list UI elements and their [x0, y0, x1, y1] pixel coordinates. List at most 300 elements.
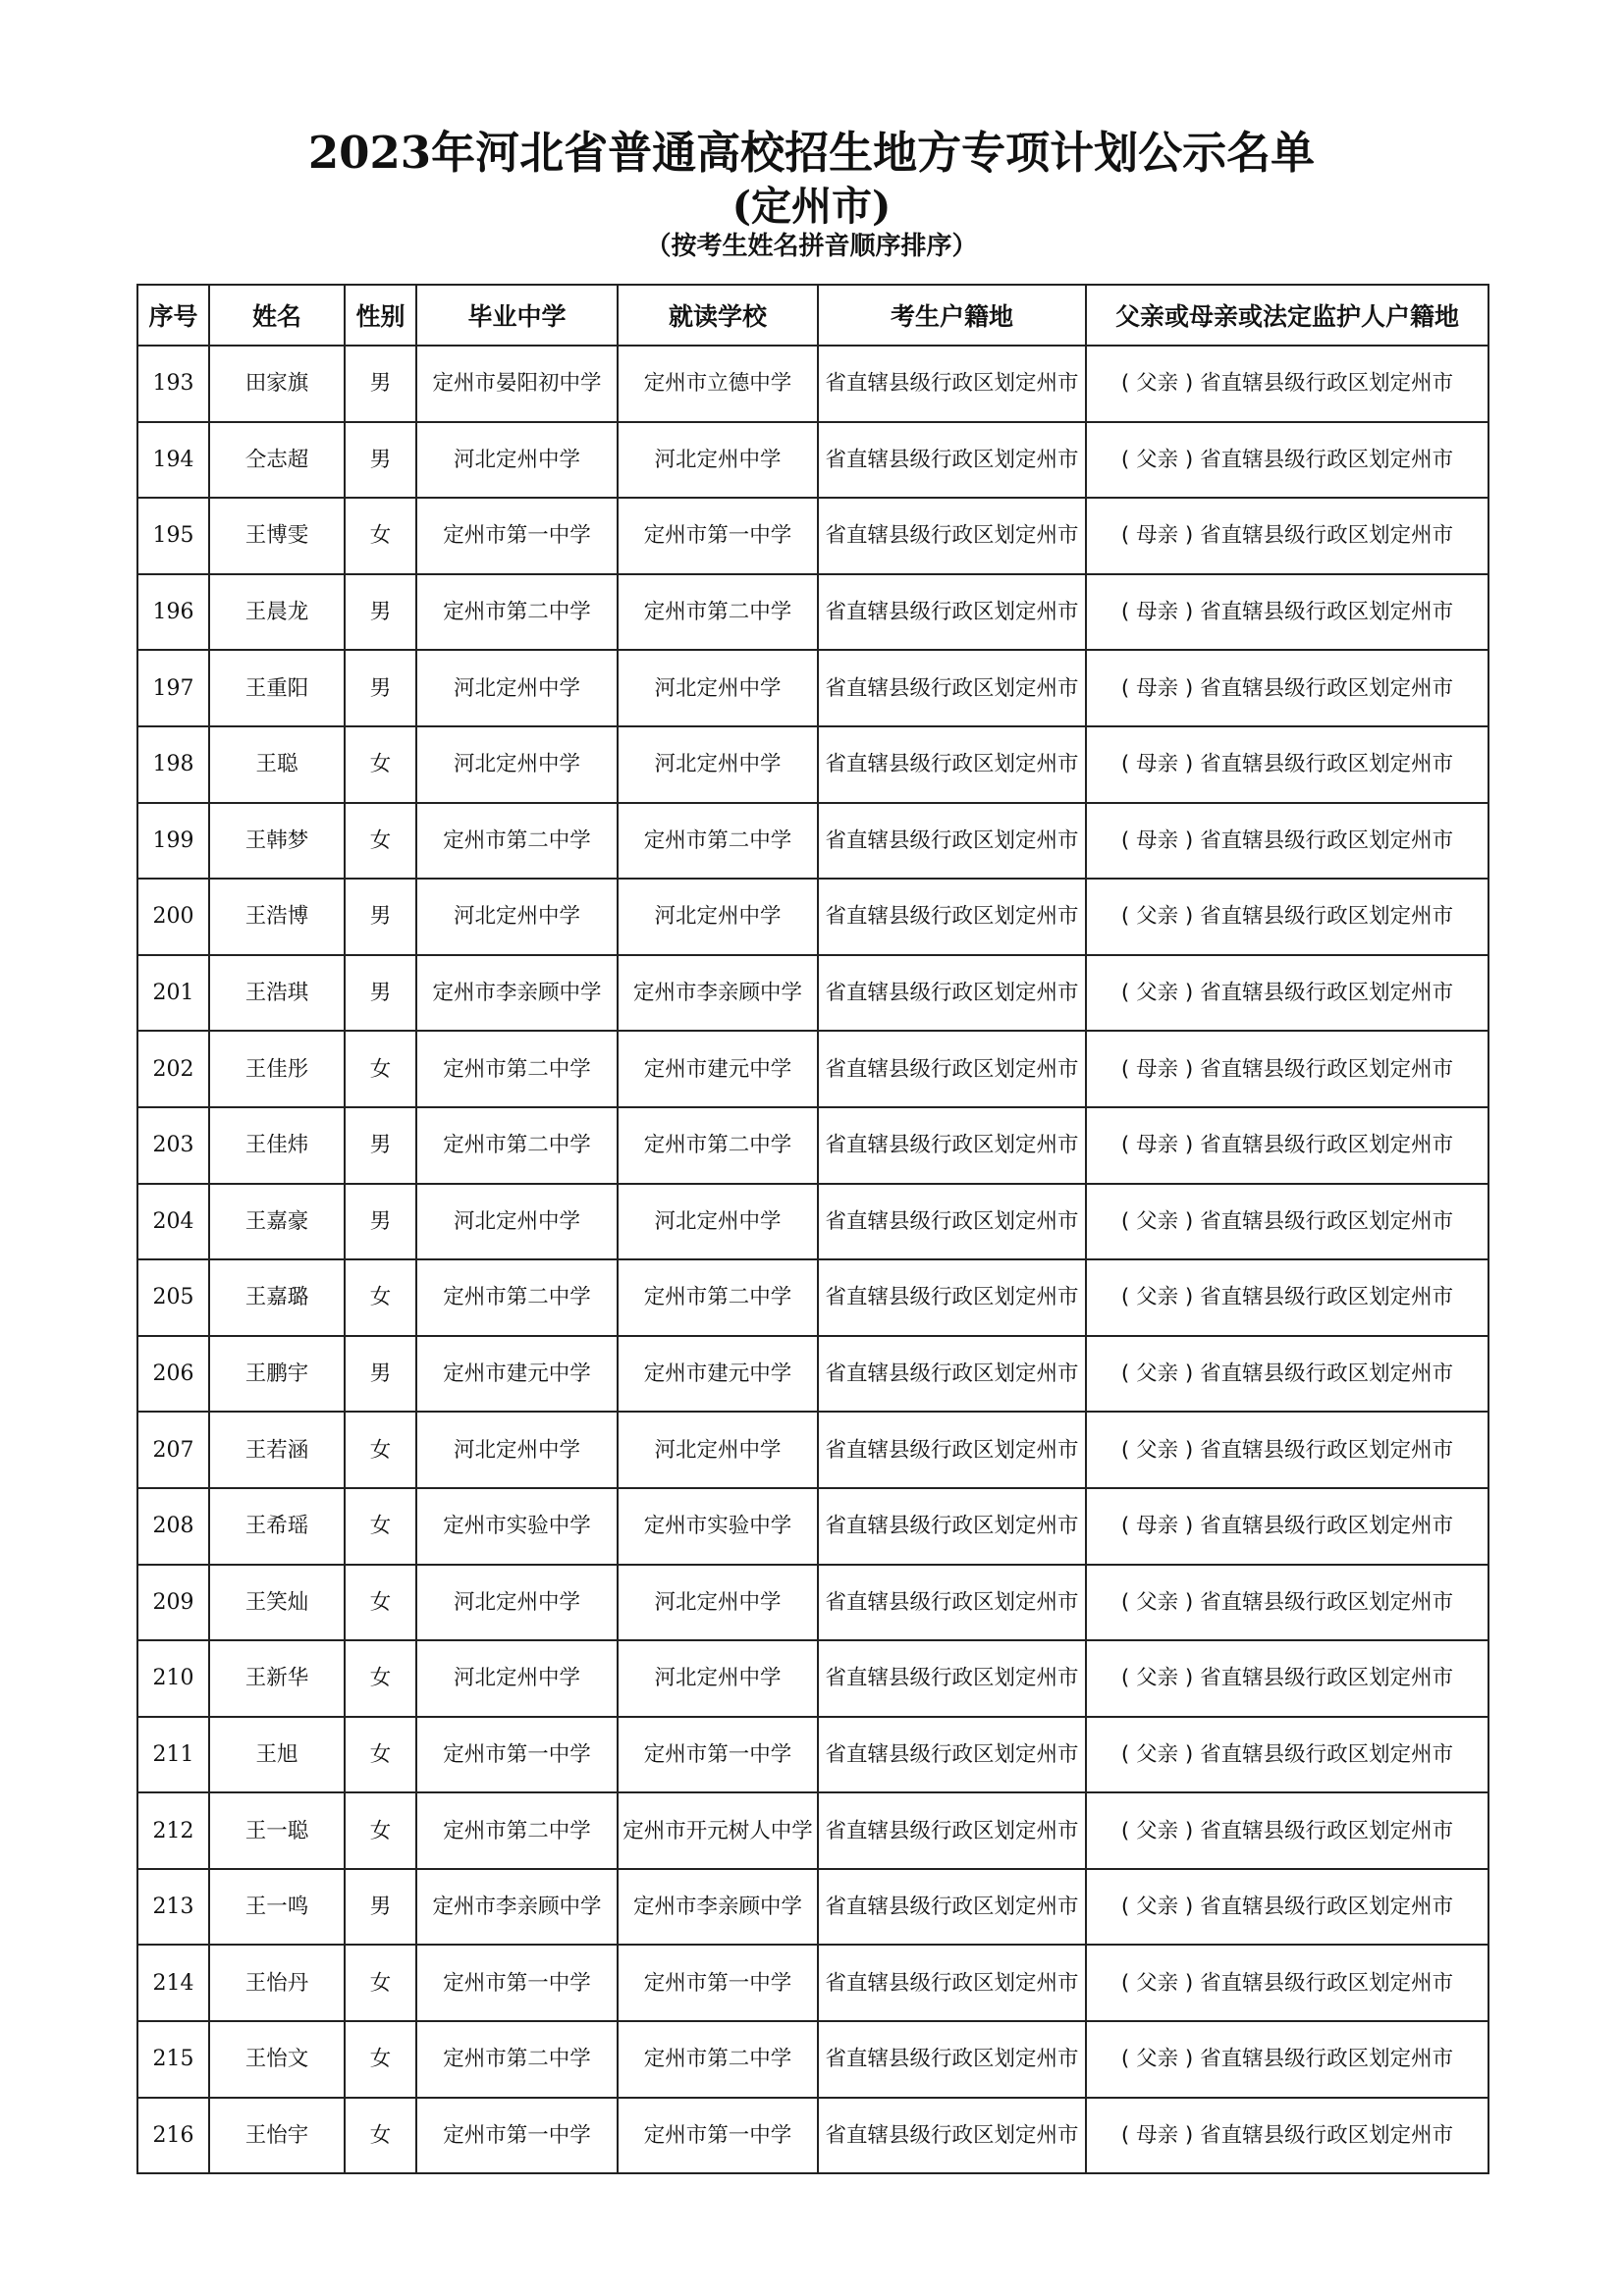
cell-household	[818, 955, 1086, 1032]
cell-household	[818, 1792, 1086, 1869]
cell-gender-text: 女	[369, 1970, 392, 1996]
cell-index	[137, 1336, 209, 1413]
cell-guardian-household	[1086, 1336, 1488, 1413]
cell-gender	[345, 346, 416, 422]
cell-gender	[345, 1945, 416, 2021]
cell-index-text: 200	[152, 904, 194, 930]
cell-guardian-household-text: ( 父亲 ) 省直辖县级行政区划定州市	[1120, 981, 1454, 1006]
cell-gender-text: 女	[369, 2122, 392, 2148]
cell-household	[818, 1945, 1086, 2021]
cell-guardian-household	[1086, 955, 1488, 1032]
cell-grad-school	[416, 1107, 618, 1184]
cell-household	[818, 346, 1086, 422]
cell-name	[209, 498, 345, 574]
cell-name-text: 王怡宇	[244, 2122, 309, 2148]
cell-grad-school-text: 定州市第二中学	[443, 1285, 591, 1310]
cell-current-school-text: 定州市第二中学	[643, 828, 792, 853]
cell-current-school	[618, 650, 818, 726]
cell-current-school	[618, 955, 818, 1032]
cell-gender	[345, 1792, 416, 1869]
cell-grad-school-text: 河北定州中学	[453, 752, 580, 777]
cell-household	[818, 879, 1086, 955]
header-grad-school: 毕业中学	[416, 285, 618, 346]
cell-current-school	[618, 1945, 818, 2021]
cell-gender-text: 女	[369, 1818, 392, 1843]
cell-name	[209, 1717, 345, 1793]
cell-grad-school-text: 定州市第一中学	[443, 2122, 591, 2148]
cell-guardian-household-text: ( 母亲 ) 省直辖县级行政区划定州市	[1120, 600, 1454, 625]
cell-index	[137, 1565, 209, 1641]
cell-current-school	[618, 803, 818, 880]
cell-household-text: 省直辖县级行政区划定州市	[825, 904, 1079, 930]
cell-current-school-text: 河北定州中学	[654, 1666, 782, 1691]
table-row	[137, 498, 1488, 574]
cell-grad-school	[416, 1792, 618, 1869]
cell-name-text: 王佳炜	[244, 1133, 309, 1158]
cell-current-school	[618, 1488, 818, 1565]
cell-grad-school-text: 定州市建元中学	[443, 1362, 591, 1387]
cell-gender-text: 男	[369, 600, 392, 625]
cell-grad-school-text: 定州市第二中学	[443, 1133, 591, 1158]
cell-gender	[345, 1640, 416, 1717]
cell-name	[209, 1412, 345, 1488]
cell-guardian-household	[1086, 1031, 1488, 1107]
cell-name-text: 王新华	[244, 1666, 309, 1691]
cell-index	[137, 1031, 209, 1107]
header-name: 姓名	[209, 285, 345, 346]
cell-name	[209, 1869, 345, 1946]
cell-current-school-text: 定州市立德中学	[643, 371, 792, 397]
cell-grad-school-text: 定州市第一中学	[443, 1741, 591, 1767]
cell-grad-school	[416, 1565, 618, 1641]
cell-index	[137, 498, 209, 574]
cell-current-school-text: 河北定州中学	[654, 447, 782, 472]
cell-household	[818, 1565, 1086, 1641]
cell-household	[818, 726, 1086, 803]
cell-household-text: 省直辖县级行政区划定州市	[825, 600, 1079, 625]
cell-current-school-text: 定州市第二中学	[643, 600, 792, 625]
cell-current-school-text: 定州市实验中学	[643, 1514, 792, 1539]
cell-name-text: 王一鸣	[244, 1895, 309, 1920]
table-row	[137, 1792, 1488, 1869]
cell-guardian-household	[1086, 1107, 1488, 1184]
cell-guardian-household-text: ( 母亲 ) 省直辖县级行政区划定州市	[1120, 1514, 1454, 1539]
cell-current-school	[618, 346, 818, 422]
cell-household-text: 省直辖县级行政区划定州市	[825, 1056, 1079, 1082]
cell-guardian-household	[1086, 1869, 1488, 1946]
cell-current-school-text: 定州市建元中学	[643, 1362, 792, 1387]
cell-gender-text: 男	[369, 981, 392, 1006]
cell-current-school-text: 河北定州中学	[654, 752, 782, 777]
cell-guardian-household-text: ( 父亲 ) 省直辖县级行政区划定州市	[1120, 2047, 1454, 2072]
cell-household	[818, 574, 1086, 651]
cell-grad-school	[416, 2021, 618, 2098]
table-row	[137, 803, 1488, 880]
cell-gender	[345, 422, 416, 499]
cell-gender	[345, 955, 416, 1032]
cell-index	[137, 726, 209, 803]
cell-household-text: 省直辖县级行政区划定州市	[825, 828, 1079, 853]
cell-current-school-text: 定州市李亲顾中学	[632, 1895, 802, 1920]
cell-index-text: 216	[152, 2122, 194, 2148]
cell-index	[137, 2021, 209, 2098]
table-row	[137, 1565, 1488, 1641]
cell-guardian-household-text: ( 母亲 ) 省直辖县级行政区划定州市	[1120, 523, 1454, 549]
cell-household-text: 省直辖县级行政区划定州市	[825, 1818, 1079, 1843]
cell-name-text: 王浩博	[244, 904, 309, 930]
cell-name-text: 王一聪	[244, 1818, 309, 1843]
cell-index	[137, 346, 209, 422]
cell-household	[818, 498, 1086, 574]
cell-current-school	[618, 1107, 818, 1184]
header-guardian-household: 父亲或母亲或法定监护人户籍地	[1086, 285, 1488, 346]
cell-index	[137, 1107, 209, 1184]
cell-grad-school-text: 河北定州中学	[453, 447, 580, 472]
cell-grad-school-text: 定州市第二中学	[443, 828, 591, 853]
cell-gender	[345, 1184, 416, 1260]
cell-household	[818, 1031, 1086, 1107]
cell-guardian-household	[1086, 803, 1488, 880]
cell-gender-text: 男	[369, 1208, 392, 1234]
cell-household-text: 省直辖县级行政区划定州市	[825, 1437, 1079, 1463]
table-header-row	[137, 285, 1488, 346]
cell-household	[818, 650, 1086, 726]
cell-current-school	[618, 1336, 818, 1413]
cell-current-school-text: 定州市第二中学	[643, 1133, 792, 1158]
cell-index-text: 207	[152, 1437, 194, 1463]
cell-current-school	[618, 1259, 818, 1336]
cell-current-school-text: 定州市第一中学	[643, 523, 792, 549]
cell-household	[818, 1336, 1086, 1413]
header-household: 考生户籍地	[818, 285, 1086, 346]
cell-name-text: 王旭	[255, 1741, 298, 1767]
cell-name	[209, 1792, 345, 1869]
table-row	[137, 2021, 1488, 2098]
header-index: 序号	[137, 285, 209, 346]
cell-gender-text: 女	[369, 1514, 392, 1539]
cell-grad-school-text: 河北定州中学	[453, 1666, 580, 1691]
cell-index	[137, 1945, 209, 2021]
cell-grad-school-text: 定州市第一中学	[443, 523, 591, 549]
cell-gender	[345, 574, 416, 651]
cell-index-text: 214	[152, 1970, 194, 1996]
cell-current-school	[618, 1184, 818, 1260]
table-row	[137, 1869, 1488, 1946]
cell-name	[209, 1107, 345, 1184]
cell-current-school-text: 定州市第二中学	[643, 1285, 792, 1310]
cell-guardian-household-text: ( 父亲 ) 省直辖县级行政区划定州市	[1120, 1970, 1454, 1996]
cell-grad-school	[416, 1488, 618, 1565]
cell-name-text: 王韩梦	[244, 828, 309, 853]
cell-grad-school	[416, 1031, 618, 1107]
cell-current-school	[618, 422, 818, 499]
table-row	[137, 1031, 1488, 1107]
cell-grad-school-text: 定州市第一中学	[443, 1970, 591, 1996]
sort-note: （按考生姓名拼音顺序排序）	[645, 232, 978, 261]
roster-table	[136, 284, 1489, 2174]
table-row	[137, 1184, 1488, 1260]
cell-name-text: 王浩琪	[244, 981, 309, 1006]
cell-gender-text: 女	[369, 523, 392, 549]
cell-grad-school	[416, 650, 618, 726]
cell-household-text: 省直辖县级行政区划定州市	[825, 1208, 1079, 1234]
cell-current-school-text: 定州市第一中学	[643, 1970, 792, 1996]
cell-grad-school	[416, 1640, 618, 1717]
cell-index	[137, 1717, 209, 1793]
cell-index	[137, 1640, 209, 1717]
cell-household-text: 省直辖县级行政区划定州市	[825, 371, 1079, 397]
cell-name	[209, 1031, 345, 1107]
cell-guardian-household-text: ( 父亲 ) 省直辖县级行政区划定州市	[1120, 904, 1454, 930]
cell-index-text: 204	[152, 1208, 194, 1234]
cell-household	[818, 1488, 1086, 1565]
cell-grad-school-text: 定州市实验中学	[443, 1514, 591, 1539]
cell-grad-school	[416, 498, 618, 574]
cell-household	[818, 1640, 1086, 1717]
cell-grad-school-text: 定州市李亲顾中学	[432, 981, 602, 1006]
cell-gender-text: 女	[369, 1285, 392, 1310]
cell-index-text: 199	[152, 828, 194, 853]
cell-guardian-household	[1086, 879, 1488, 955]
cell-guardian-household	[1086, 1945, 1488, 2021]
cell-name-text: 王嘉豪	[244, 1208, 309, 1234]
cell-index-text: 212	[152, 1818, 194, 1843]
cell-index-text: 215	[152, 2047, 194, 2072]
cell-guardian-household-text: ( 母亲 ) 省直辖县级行政区划定州市	[1120, 828, 1454, 853]
cell-current-school	[618, 1640, 818, 1717]
cell-gender-text: 男	[369, 371, 392, 397]
cell-index	[137, 422, 209, 499]
cell-current-school-text: 河北定州中学	[654, 675, 782, 701]
cell-current-school-text: 定州市李亲顾中学	[632, 981, 802, 1006]
cell-household-text: 省直辖县级行政区划定州市	[825, 675, 1079, 701]
cell-name-text: 王嘉璐	[244, 1285, 309, 1310]
cell-household-text: 省直辖县级行政区划定州市	[825, 752, 1079, 777]
table-row	[137, 1717, 1488, 1793]
cell-index-text: 205	[152, 1285, 194, 1310]
cell-index	[137, 2098, 209, 2174]
cell-name-text: 王佳彤	[244, 1056, 309, 1082]
cell-gender-text: 女	[369, 1056, 392, 1082]
cell-index-text: 208	[152, 1514, 194, 1539]
cell-guardian-household-text: ( 母亲 ) 省直辖县级行政区划定州市	[1120, 1133, 1454, 1158]
cell-guardian-household	[1086, 650, 1488, 726]
cell-index-text: 198	[152, 752, 194, 777]
cell-current-school	[618, 1565, 818, 1641]
cell-household-text: 省直辖县级行政区划定州市	[825, 1133, 1079, 1158]
cell-current-school-text: 河北定州中学	[654, 904, 782, 930]
cell-household-text: 省直辖县级行政区划定州市	[825, 1895, 1079, 1920]
cell-gender	[345, 650, 416, 726]
cell-name	[209, 1945, 345, 2021]
cell-name	[209, 1184, 345, 1260]
cell-gender	[345, 879, 416, 955]
cell-index-text: 209	[152, 1589, 194, 1615]
cell-current-school	[618, 879, 818, 955]
cell-gender-text: 男	[369, 675, 392, 701]
cell-grad-school	[416, 574, 618, 651]
table-row	[137, 726, 1488, 803]
cell-current-school-text: 河北定州中学	[654, 1208, 782, 1234]
cell-gender-text: 男	[369, 1133, 392, 1158]
cell-guardian-household	[1086, 1488, 1488, 1565]
cell-grad-school	[416, 1717, 618, 1793]
cell-gender	[345, 1031, 416, 1107]
table-body	[137, 346, 1488, 2173]
table-row	[137, 1412, 1488, 1488]
cell-index-text: 194	[152, 447, 194, 472]
cell-index	[137, 879, 209, 955]
cell-household-text: 省直辖县级行政区划定州市	[825, 1362, 1079, 1387]
cell-guardian-household-text: ( 父亲 ) 省直辖县级行政区划定州市	[1120, 1285, 1454, 1310]
cell-index-text: 195	[152, 523, 194, 549]
page-title: 2023年河北省普通高校招生地方专项计划公示名单	[307, 127, 1316, 179]
table-row	[137, 2098, 1488, 2174]
cell-guardian-household	[1086, 1184, 1488, 1260]
cell-name	[209, 574, 345, 651]
cell-name	[209, 726, 345, 803]
cell-current-school	[618, 2021, 818, 2098]
cell-current-school	[618, 498, 818, 574]
cell-grad-school	[416, 1184, 618, 1260]
cell-index-text: 210	[152, 1666, 194, 1691]
cell-current-school	[618, 2098, 818, 2174]
cell-grad-school-text: 河北定州中学	[453, 904, 580, 930]
cell-grad-school	[416, 1336, 618, 1413]
cell-household	[818, 422, 1086, 499]
cell-gender-text: 女	[369, 752, 392, 777]
cell-household-text: 省直辖县级行政区划定州市	[825, 523, 1079, 549]
cell-current-school-text: 河北定州中学	[654, 1589, 782, 1615]
cell-guardian-household-text: ( 父亲 ) 省直辖县级行政区划定州市	[1120, 447, 1454, 472]
cell-grad-school-text: 定州市第二中学	[443, 1818, 591, 1843]
cell-guardian-household	[1086, 2021, 1488, 2098]
cell-household-text: 省直辖县级行政区划定州市	[825, 2122, 1079, 2148]
cell-current-school	[618, 1031, 818, 1107]
cell-guardian-household	[1086, 1565, 1488, 1641]
cell-household	[818, 1259, 1086, 1336]
cell-grad-school-text: 河北定州中学	[453, 1208, 580, 1234]
cell-current-school	[618, 1869, 818, 1946]
cell-grad-school-text: 定州市第二中学	[443, 2047, 591, 2072]
cell-grad-school-text: 定州市李亲顾中学	[432, 1895, 602, 1920]
cell-name	[209, 346, 345, 422]
cell-household	[818, 1107, 1086, 1184]
cell-guardian-household	[1086, 1640, 1488, 1717]
cell-name	[209, 1336, 345, 1413]
cell-guardian-household-text: ( 母亲 ) 省直辖县级行政区划定州市	[1120, 675, 1454, 701]
cell-gender	[345, 726, 416, 803]
cell-name	[209, 803, 345, 880]
table-row	[137, 574, 1488, 651]
cell-grad-school-text: 河北定州中学	[453, 1437, 580, 1463]
cell-household	[818, 2021, 1086, 2098]
cell-grad-school	[416, 1869, 618, 1946]
cell-gender	[345, 1869, 416, 1946]
table-row	[137, 1336, 1488, 1413]
cell-grad-school	[416, 1945, 618, 2021]
cell-gender	[345, 1259, 416, 1336]
header-current-school: 就读学校	[618, 285, 818, 346]
cell-name	[209, 955, 345, 1032]
cell-index	[137, 1412, 209, 1488]
cell-guardian-household	[1086, 498, 1488, 574]
cell-guardian-household-text: ( 父亲 ) 省直辖县级行政区划定州市	[1120, 1362, 1454, 1387]
cell-household-text: 省直辖县级行政区划定州市	[825, 1285, 1079, 1310]
cell-name	[209, 650, 345, 726]
cell-name-text: 王怡文	[244, 2047, 309, 2072]
cell-gender	[345, 1488, 416, 1565]
cell-current-school	[618, 1792, 818, 1869]
cell-index-text: 213	[152, 1895, 194, 1920]
cell-name	[209, 1259, 345, 1336]
table-row	[137, 422, 1488, 499]
cell-index	[137, 574, 209, 651]
cell-gender-text: 女	[369, 1741, 392, 1767]
cell-guardian-household-text: ( 父亲 ) 省直辖县级行政区划定州市	[1120, 1895, 1454, 1920]
cell-grad-school	[416, 1412, 618, 1488]
cell-grad-school-text: 定州市晏阳初中学	[432, 371, 602, 397]
cell-grad-school	[416, 422, 618, 499]
cell-household	[818, 1184, 1086, 1260]
cell-guardian-household	[1086, 346, 1488, 422]
cell-name	[209, 1565, 345, 1641]
cell-current-school-text: 定州市第一中学	[643, 2122, 792, 2148]
table-row	[137, 879, 1488, 955]
cell-grad-school	[416, 879, 618, 955]
cell-guardian-household-text: ( 父亲 ) 省直辖县级行政区划定州市	[1120, 371, 1454, 397]
cell-name-text: 田家旗	[244, 371, 309, 397]
cell-grad-school-text: 定州市第二中学	[443, 600, 591, 625]
cell-current-school-text: 定州市建元中学	[643, 1056, 792, 1082]
cell-grad-school-text: 河北定州中学	[453, 1589, 580, 1615]
cell-grad-school	[416, 1259, 618, 1336]
cell-household-text: 省直辖县级行政区划定州市	[825, 1589, 1079, 1615]
cell-household	[818, 2098, 1086, 2174]
cell-index	[137, 1792, 209, 1869]
cell-name-text: 王鹏宇	[244, 1362, 309, 1387]
cell-household	[818, 803, 1086, 880]
cell-guardian-household	[1086, 1717, 1488, 1793]
cell-guardian-household	[1086, 1412, 1488, 1488]
cell-current-school-text: 河北定州中学	[654, 1437, 782, 1463]
cell-gender-text: 女	[369, 1437, 392, 1463]
cell-guardian-household-text: ( 父亲 ) 省直辖县级行政区划定州市	[1120, 1666, 1454, 1691]
cell-household	[818, 1412, 1086, 1488]
cell-current-school	[618, 1412, 818, 1488]
cell-guardian-household-text: ( 母亲 ) 省直辖县级行政区划定州市	[1120, 1056, 1454, 1082]
table-row	[137, 650, 1488, 726]
table-row	[137, 1259, 1488, 1336]
cell-index-text: 197	[152, 675, 194, 701]
cell-household-text: 省直辖县级行政区划定州市	[825, 1514, 1079, 1539]
cell-index-text: 202	[152, 1056, 194, 1082]
cell-household-text: 省直辖县级行政区划定州市	[825, 1970, 1079, 1996]
header-gender: 性别	[345, 285, 416, 346]
cell-name-text: 王晨龙	[244, 600, 309, 625]
cell-index	[137, 803, 209, 880]
cell-gender-text: 女	[369, 1589, 392, 1615]
cell-gender	[345, 1412, 416, 1488]
cell-current-school	[618, 574, 818, 651]
cell-name-text: 王希瑶	[244, 1514, 309, 1539]
cell-index	[137, 1259, 209, 1336]
table-row	[137, 1107, 1488, 1184]
cell-gender-text: 男	[369, 904, 392, 930]
cell-index	[137, 955, 209, 1032]
cell-name	[209, 2021, 345, 2098]
cell-index-text: 196	[152, 600, 194, 625]
